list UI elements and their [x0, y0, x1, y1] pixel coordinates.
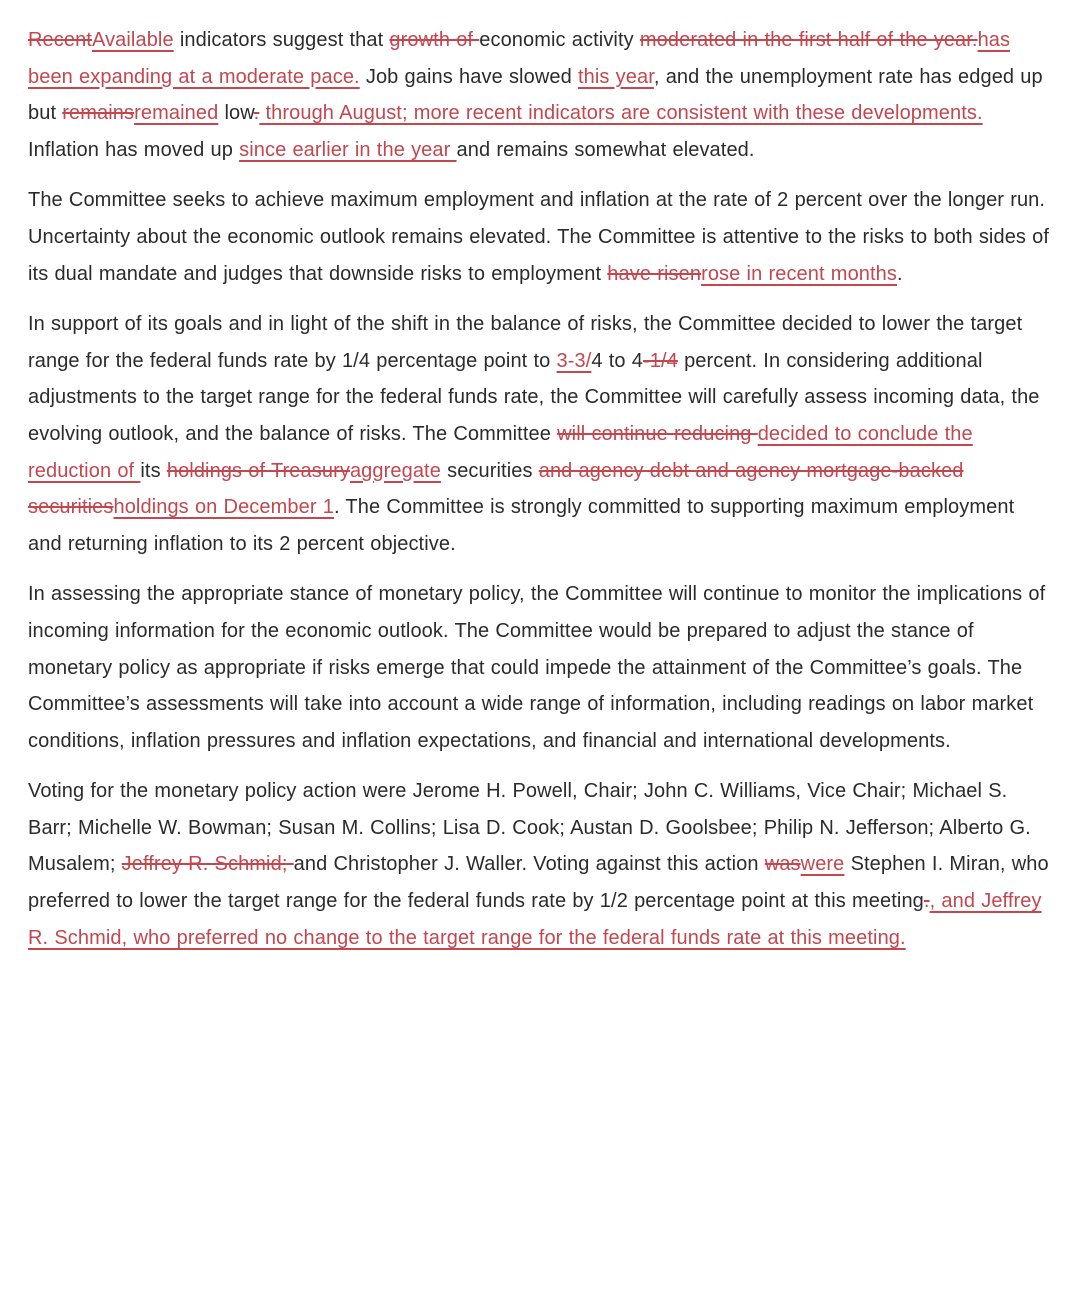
- inserted-text-run: decided to conclude the reduction of: [28, 422, 973, 482]
- text-run: indicators suggest that: [173, 29, 390, 51]
- deleted-text-run: was: [764, 853, 801, 876]
- deleted-text-run: and agency debt and agency mortgage-backed securities: [28, 459, 964, 519]
- text-run: Inflation has moved up: [28, 138, 240, 161]
- inserted-text-run: were: [800, 853, 845, 876]
- deleted-text-run: moderated in the first half of the year.: [639, 29, 978, 51]
- inserted-text-run: remained: [134, 102, 219, 125]
- text-run: In support of its goals and in light of the shift in the balance of risks, the Committee decided to lower the target range for the federal funds rate by 1/4 percentage point to: [28, 313, 1023, 372]
- inserted-text-run: holdings on December 1: [113, 496, 334, 519]
- inserted-text-run: through August; more recent indicators are consistent with these developments.: [259, 102, 983, 125]
- paragraph: [28, 773, 1050, 956]
- inserted-text-run: has been expanding at a moderate pace.: [28, 29, 1011, 88]
- deleted-text-run: remains: [62, 102, 135, 125]
- inserted-text-run: 3-3/: [556, 349, 592, 372]
- text-run: 4 to 4: [591, 349, 644, 372]
- paragraph: [28, 22, 1050, 168]
- text-run: .: [897, 262, 903, 285]
- text-run: securities: [440, 459, 539, 482]
- inserted-text-run: Available: [91, 29, 174, 51]
- deleted-text-run: growth of: [389, 29, 480, 51]
- text-run: its: [140, 459, 167, 482]
- deleted-text-run: have risen: [607, 262, 702, 285]
- text-run: In assessing the appropriate stance of monetary policy, the Committee will continue to monitor the implications of incoming information for the economic outlook. The Committee would be prepared to adjust the stance of monetary policy as appropriate if risks emerge that could impede the attainment of the Committee’s goals. The Committee’s assessments will take into account a wide range of information, including readings on labor market conditions, inflation pressures and inflation expectations, and financial and international developments.: [28, 583, 1046, 752]
- text-run: and Christopher J. Waller. Voting against this action: [293, 853, 765, 876]
- inserted-text-run: aggregate: [349, 459, 441, 482]
- inserted-text-run: since earlier in the year: [239, 138, 457, 161]
- paragraph: [28, 576, 1050, 759]
- text-run: Voting for the monetary policy action were Jerome H. Powell, Chair; John C. Williams, Vice Chair; Michael S. Barr; Michelle W. Bowman; Susan M. Collins; Lisa D. Cook; Austan D. Goolsbee; Philip N. Jefferson; Alberto G. Musalem;: [28, 780, 1031, 876]
- text-run: low: [218, 102, 254, 125]
- deleted-text-run: Jeffrey R. Schmid;: [121, 853, 294, 876]
- inserted-text-run: , and Jeffrey R. Schmid, who preferred no change to the target range for the federal funds rate at this meeting.: [28, 890, 1042, 949]
- deleted-text-run: -1/4: [643, 349, 678, 372]
- text-run: Job gains have slowed: [359, 65, 578, 88]
- deleted-text-run: .: [923, 890, 930, 913]
- inserted-text-run: this year: [577, 65, 654, 88]
- text-run: . The Committee is strongly committed to supporting maximum employment and returning inflation to its 2 percent objective.: [28, 496, 1015, 555]
- deleted-text-run: will continue reducing: [557, 422, 758, 445]
- inserted-text-run: rose in recent months: [701, 262, 897, 285]
- text-run: , and the unemployment rate has edged up but: [28, 65, 1043, 125]
- text-run: The Committee seeks to achieve maximum employment and inflation at the rate of 2 percent over the longer run. Uncertainty about the economic outlook remains elevated. The Committee is attentive to the risks to both sides of its dual mandate and judges that downside risks to employment: [28, 189, 1050, 285]
- deleted-text-run: .: [253, 102, 260, 125]
- paragraph: [28, 306, 1050, 562]
- deleted-text-run: Recent: [28, 29, 92, 51]
- text-run: and remains somewhat elevated.: [456, 138, 755, 161]
- document-body: [28, 22, 1050, 956]
- paragraph: [28, 182, 1050, 292]
- deleted-text-run: holdings of Treasury: [166, 459, 350, 482]
- text-run: percent. In considering additional adjustments to the target range for the federal funds rate, the Committee will carefully assess incoming data, the evolving outlook, and the balance of risks. The Committee: [28, 349, 1040, 445]
- text-run: economic activity: [479, 29, 640, 51]
- text-run: Stephen I. Miran, who preferred to lower the target range for the federal funds rate by 1/2 percentage point at this meeting: [28, 853, 1049, 913]
